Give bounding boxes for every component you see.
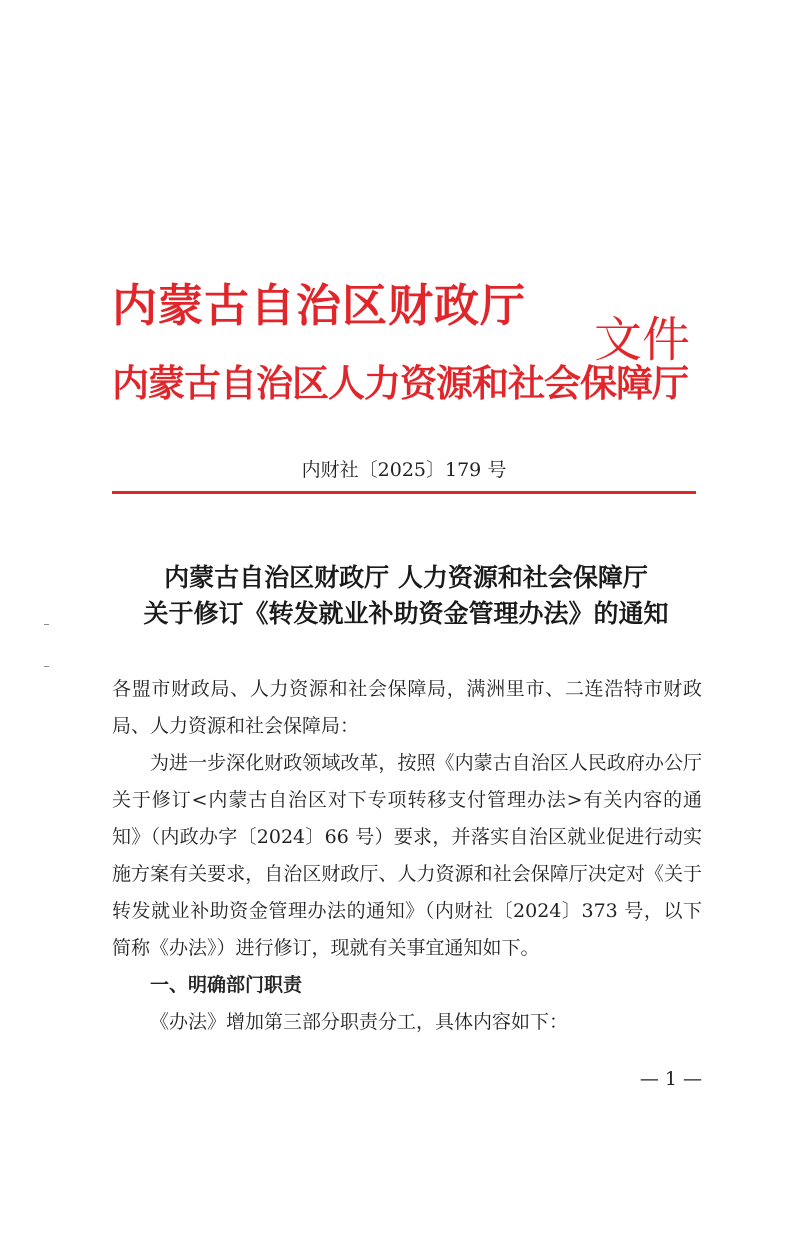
title-line-1: 内蒙古自治区财政厅 人力资源和社会保障厅 (164, 563, 648, 592)
body-paragraph-2: 《办法》增加第三部分职责分工，具体内容如下： (150, 1011, 569, 1033)
section-heading-1: 一、明确部门职责 (150, 974, 303, 996)
salutation: 各盟市财政局、人力资源和社会保障局，满洲里市、二连浩特市财政局、人力资源和社会保障局： (112, 678, 702, 737)
body-paragraph-1: 为进一步深化财政领域改革，按照《内蒙古自治区人民政府办公厅关于修订<内蒙古自治区对下专项转移支付管理办法>有关内容的通知》（内政办字〔2024〕66 号）要求，并落实自治区就业促进行动实施方案有关要求，自治区财政厅、人力资源和社会保障厅决定对《关于转发就业补助资金管理办法的通知》（内财社〔2024〕373 号，以下简称《办法》）进行修订，现就有关事宜通知如下。 (112, 752, 702, 959)
red-separator-line (112, 491, 696, 494)
scan-artifact-mark (44, 624, 49, 625)
title-line-2: 关于修订《转发就业补助资金管理办法》的通知 (143, 599, 669, 628)
document-title (100, 560, 712, 632)
document-type-label: 文件 (594, 312, 691, 368)
document-number: 内财社〔2025〕179 号 (301, 459, 507, 481)
scan-artifact-mark (44, 666, 49, 667)
document-body (112, 671, 702, 1041)
issuer-line-finance-department: 内蒙古自治区财政厅 (112, 279, 527, 332)
page-number: — 1 — (639, 1068, 702, 1090)
issuer-line-hr-department: 内蒙古自治区人力资源和社会保障厅 (112, 361, 688, 405)
